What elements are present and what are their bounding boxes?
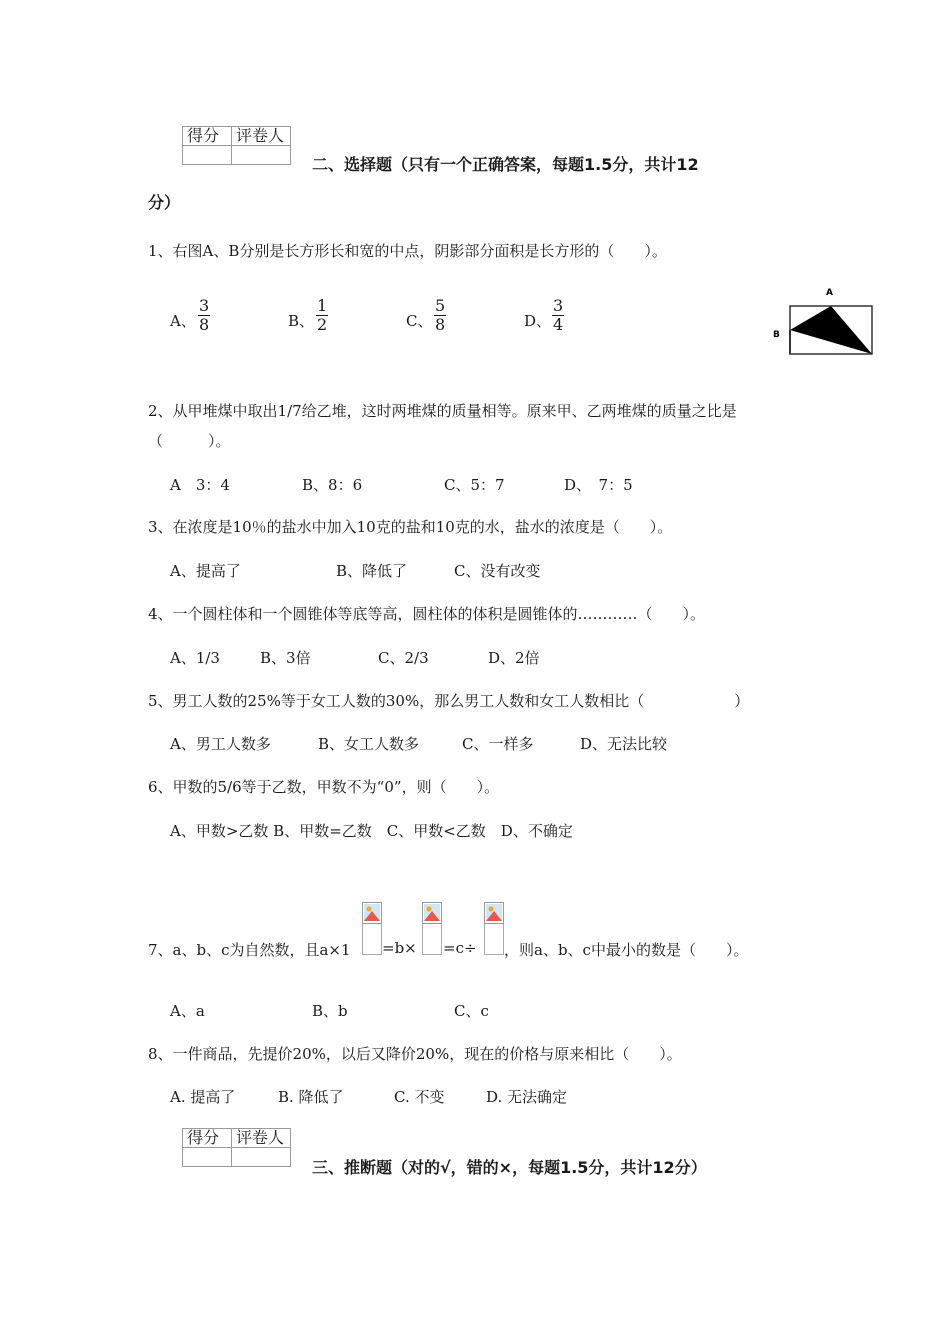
question-6-text: 6、甲数的5/6等于乙数，甲数不为“0”，则（ ）。 (148, 778, 500, 796)
q1-option-b-fraction (316, 297, 328, 334)
q3-option-b: B、降低了 (336, 562, 408, 580)
q5-option-b: B、女工人数多 (318, 735, 420, 753)
fraction-numerator: 3 (553, 296, 564, 315)
image-sun (489, 907, 494, 912)
q1-option-a-fraction (198, 297, 210, 334)
q2-option-d: D、 7：5 (564, 476, 633, 494)
question-7-part2: =b× (382, 939, 417, 957)
question-8-text: 8、一件商品，先提价20%，以后又降价20%，现在的价格与原来相比（ ）。 (148, 1045, 682, 1063)
q1-option-d-label: D、 (524, 312, 552, 330)
q7-blank-3 (484, 924, 504, 955)
image-sun (427, 907, 432, 912)
grader-header: 评卷人 (232, 1129, 291, 1148)
section2-title-line1: 二、选择题（只有一个正确答案，每题1.5分，共计12 (312, 155, 699, 174)
question-2-line1: 2、从甲堆煤中取出1/7给乙堆，这时两堆煤的质量相等。原来甲、乙两堆煤的质量之比是 (148, 402, 737, 420)
q7-blank-1 (362, 924, 382, 955)
rectangle-shaded-figure (768, 284, 878, 360)
fraction-denominator: 2 (317, 315, 328, 334)
q1-option-c-fraction (434, 297, 446, 334)
q4-option-a: A、1/3 (170, 649, 220, 667)
question-5-text: 5、男工人数的25%等于女工人数的30%，那么男工人数和女工人数相比（ ） (148, 692, 750, 710)
score-header: 得分 (183, 1129, 232, 1148)
q4-option-d: D、2倍 (488, 649, 540, 667)
score-table-section3 (182, 1128, 291, 1167)
question-1-text: 1、右图A、B分别是长方形长和宽的中点，阴影部分面积是长方形的（ ）。 (148, 242, 667, 260)
section2-title-line2: 分） (148, 193, 181, 212)
q2-option-b: B、8：6 (302, 476, 363, 494)
question-3-text: 3、在浓度是10％的盐水中加入10克的盐和10克的水，盐水的浓度是（ ）。 (148, 518, 673, 536)
score-cell[interactable] (183, 1148, 232, 1167)
figure-label-b: B (773, 330, 780, 340)
q5-option-d: D、无法比较 (580, 735, 668, 753)
q2-option-a: A 3：4 (170, 476, 230, 494)
question-2-line2: （ ）。 (148, 432, 231, 450)
question-4-text: 4、一个圆柱体和一个圆锥体等底等高，圆柱体的体积是圆锥体的…………（ ）。 (148, 605, 706, 623)
q2-option-c: C、5：7 (444, 476, 505, 494)
score-header: 得分 (183, 127, 232, 146)
score-cell[interactable] (183, 146, 232, 165)
image-sun (367, 907, 372, 912)
q1-option-b-label: B、 (288, 312, 315, 330)
q7-option-c: C、c (454, 1002, 489, 1020)
q1-option-a-label: A、 (170, 312, 196, 330)
q8-option-c: C. 不变 (394, 1088, 445, 1106)
grader-cell[interactable] (232, 146, 291, 165)
fraction-denominator: 8 (199, 315, 210, 334)
broken-image-icon (484, 902, 504, 924)
question-7-part3: =c÷ (443, 939, 477, 957)
q1-option-c-label: C、 (406, 312, 433, 330)
fraction-denominator: 8 (435, 315, 446, 334)
q6-options: A、甲数>乙数 B、甲数=乙数 C、甲数<乙数 D、不确定 (170, 822, 573, 840)
q5-option-c: C、一样多 (462, 735, 534, 753)
figure-label-a: A (826, 288, 833, 298)
q7-option-b: B、b (312, 1002, 348, 1020)
grader-header: 评卷人 (232, 127, 291, 146)
question-7-part4: ，则a、b、c中最小的数是（ ）。 (504, 941, 749, 959)
q1-option-d-fraction (552, 297, 564, 334)
q4-option-b: B、3倍 (260, 649, 311, 667)
fraction-numerator: 1 (317, 296, 328, 315)
broken-image-icon (422, 902, 442, 924)
question-7-part1: 7、a、b、c为自然数，且a×1 (148, 941, 351, 959)
q5-option-a: A、男工人数多 (170, 735, 271, 753)
q3-option-a: A、提高了 (170, 562, 241, 580)
fraction-numerator: 3 (199, 296, 210, 315)
grader-cell[interactable] (232, 1148, 291, 1167)
q4-option-c: C、2/3 (378, 649, 429, 667)
q8-option-a: A. 提高了 (170, 1088, 236, 1106)
q3-option-c: C、没有改变 (454, 562, 541, 580)
fraction-numerator: 5 (435, 296, 446, 315)
fraction-denominator: 4 (553, 315, 564, 334)
score-table-section2 (182, 126, 291, 165)
q8-option-b: B. 降低了 (278, 1088, 344, 1106)
q7-blank-2 (422, 924, 442, 955)
q7-option-a: A、a (170, 1002, 205, 1020)
broken-image-icon (362, 902, 382, 924)
section3-title: 三、推断题（对的√，错的×，每题1.5分，共计12分） (312, 1158, 707, 1177)
q8-option-d: D. 无法确定 (486, 1088, 568, 1106)
